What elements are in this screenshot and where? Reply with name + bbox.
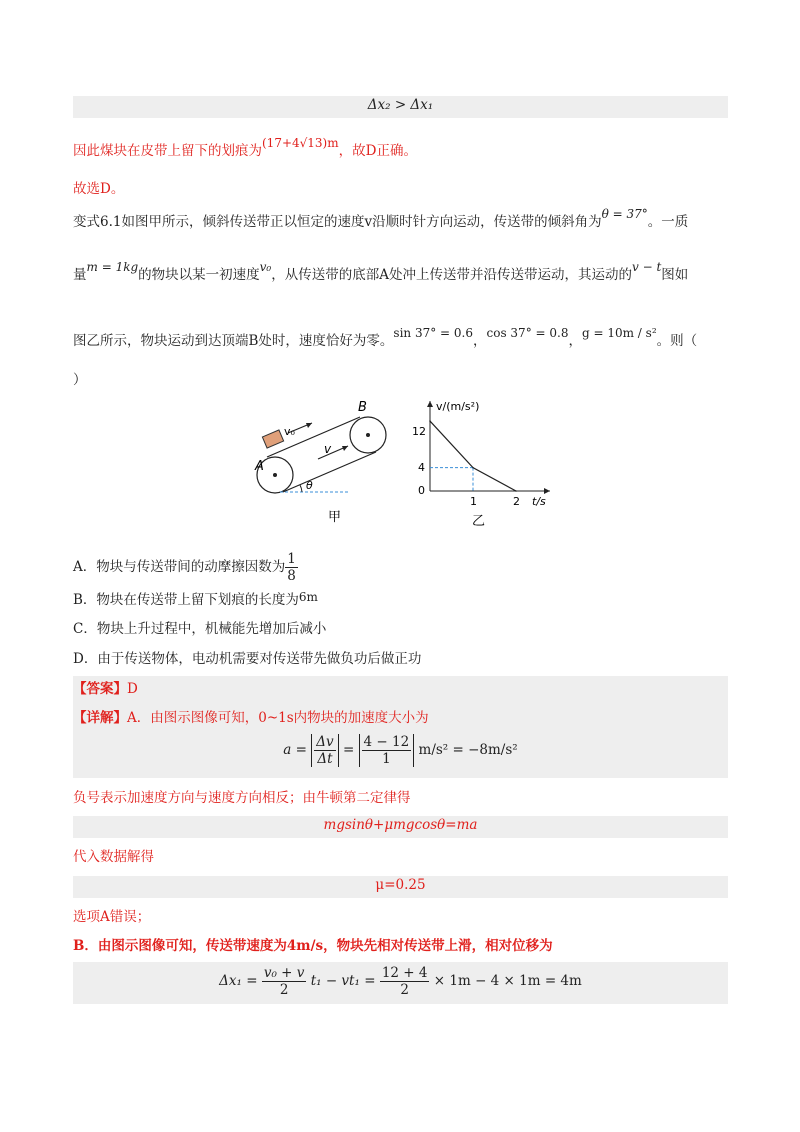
vt-point (429, 420, 431, 422)
substitute-line: 代入数据解得 (73, 849, 154, 865)
x-axis-arrow (544, 488, 550, 494)
conclusion-post: ，故D正确。 (338, 143, 417, 159)
abs-values (359, 734, 415, 767)
label-theta: θ (306, 479, 313, 492)
y-tick-4: 4 (418, 461, 425, 474)
newton-equation: mgsinθ+μmgcosθ=ma (323, 817, 478, 833)
theta-arc (300, 485, 302, 492)
frac-denominator: 8 (287, 568, 296, 584)
label-b: B (358, 400, 367, 415)
answer-value: D (127, 681, 138, 697)
conclusion-pre: 因此煤块在皮带上留下的划痕为 (73, 143, 262, 159)
figure-conveyor (240, 395, 390, 525)
detail-label: 【详解】 (73, 710, 127, 726)
option-c[interactable]: C．物块上升过程中，机械能先增加后减小 (73, 621, 327, 637)
problem-text: 。一质 (647, 214, 689, 230)
b-formula-lhs: Δx₁ = (219, 973, 258, 989)
x-tick-1: 1 (470, 495, 477, 508)
belt-bottom-line (283, 452, 376, 492)
option-a-text: A．物块与传送带间的动摩擦因数为 (73, 559, 286, 575)
vt-point (515, 490, 517, 492)
formula-lhs: a = (283, 742, 307, 758)
b-detail-line: B．由图示图像可知，传送带速度为4m/s，物块先相对传送带上滑，相对位移为 (73, 938, 553, 954)
problem-line-2 (73, 260, 689, 285)
g-value: g = 10m / s² (581, 326, 657, 340)
paren-close: ） (73, 372, 87, 388)
vt-point (472, 467, 474, 469)
conclusion-line (73, 136, 417, 161)
b-formula (73, 965, 728, 998)
v0-symbol: v₀ (259, 260, 272, 274)
vt-chart (400, 393, 570, 528)
problem-text: ，从传送带的底部A处冲上传送带并沿传送带运动，其运动的 (271, 267, 632, 283)
y-axis-label: v/(m/s²) (436, 400, 480, 413)
frac-den: 1 (382, 751, 391, 767)
caption-jia: 甲 (328, 510, 342, 525)
problem-text: 图乙所示，物块运动到达顶端B处时，速度恰好为零。 (73, 333, 394, 349)
pulley-a-axle (273, 473, 277, 477)
problem-text: 。则（ (656, 333, 698, 349)
caption-yi: 乙 (472, 514, 486, 528)
conclusion-value: (17+4√13)m (262, 136, 339, 150)
theta-value: θ = 37° (601, 207, 648, 221)
problem-text: 的物块以某一初速度 (138, 267, 260, 283)
negative-sign-line: 负号表示加速度方向与速度方向相反；由牛顿第二定律得 (73, 790, 411, 806)
y-tick-12: 12 (412, 425, 426, 438)
label-v0: v₀ (284, 425, 295, 438)
b-formula-tail: × 1m − 4 × 1m = 4m (433, 973, 582, 989)
problem-text: 量 (73, 267, 87, 283)
separator: ， (568, 333, 582, 349)
option-b-value: 6m (298, 590, 318, 604)
select-d-line: 故选D。 (73, 181, 125, 197)
x-axis-label: t/s (532, 495, 546, 508)
answer-label: 【答案】 (73, 681, 127, 697)
abs-dv-dt (311, 734, 338, 767)
problem-text: 变式6.1如图甲所示，倾斜传送带正以恒定的速度v沿顺时针方向运动，传送带的倾斜角为 (73, 214, 602, 230)
mass-value: m = 1kg (86, 260, 139, 274)
frac-num: 4 − 12 (363, 734, 410, 750)
problem-line-3 (73, 326, 698, 351)
problem-line-1 (73, 207, 689, 232)
option-b[interactable] (73, 590, 318, 610)
option-a-fraction (285, 551, 298, 584)
option-a[interactable] (73, 551, 298, 584)
b-frac2-den: 2 (400, 982, 409, 998)
formula-rhs: m/s² = −8m/s² (418, 742, 518, 758)
formula-dx-compare: Δx₂ > Δx₁ (367, 97, 434, 113)
detail-a-text: A．由图示图像可知，0~1s内物块的加速度大小为 (127, 710, 429, 726)
b-frac1-num: v₀ + v (263, 965, 305, 981)
a-wrong-line: 选项A错误； (73, 909, 151, 925)
y-axis-arrow (427, 401, 433, 407)
acceleration-formula: a = $\frac{\Delta v}{\Delta t}$ = $\frac{4 - 12}{1}$ m/s² = −8m/s² (283, 734, 518, 767)
x-tick-2: 2 (513, 495, 520, 508)
problem-text: 图如 (661, 267, 689, 283)
label-v: v (324, 442, 332, 456)
b-frac1-den: 2 (279, 982, 289, 998)
frac-numerator: 1 (287, 551, 296, 567)
mu-value: μ=0.25 (375, 877, 426, 893)
separator: ， (473, 333, 487, 349)
option-b-text: B．物块在传送带上留下划痕的长度为 (73, 592, 299, 608)
option-d[interactable]: D．由于传送物体，电动机需要对传送带先做负功后做正功 (73, 651, 422, 667)
label-a: A (255, 459, 264, 474)
answer-line (73, 679, 138, 699)
frac-dv: Δv (316, 734, 334, 750)
block (262, 430, 283, 448)
b-formula-mid: t₁ − vt₁ = (310, 973, 376, 989)
vt-symbol: v − t (632, 260, 662, 274)
detail-line (73, 708, 429, 728)
b-frac2-num: 12 + 4 (381, 965, 428, 981)
y-tick-0: 0 (418, 484, 425, 497)
cos-value: cos 37° = 0.8 (486, 326, 569, 340)
sin-value: sin 37° = 0.6 (393, 326, 473, 340)
frac-dt: Δt (317, 751, 333, 767)
pulley-b-axle (366, 433, 370, 437)
